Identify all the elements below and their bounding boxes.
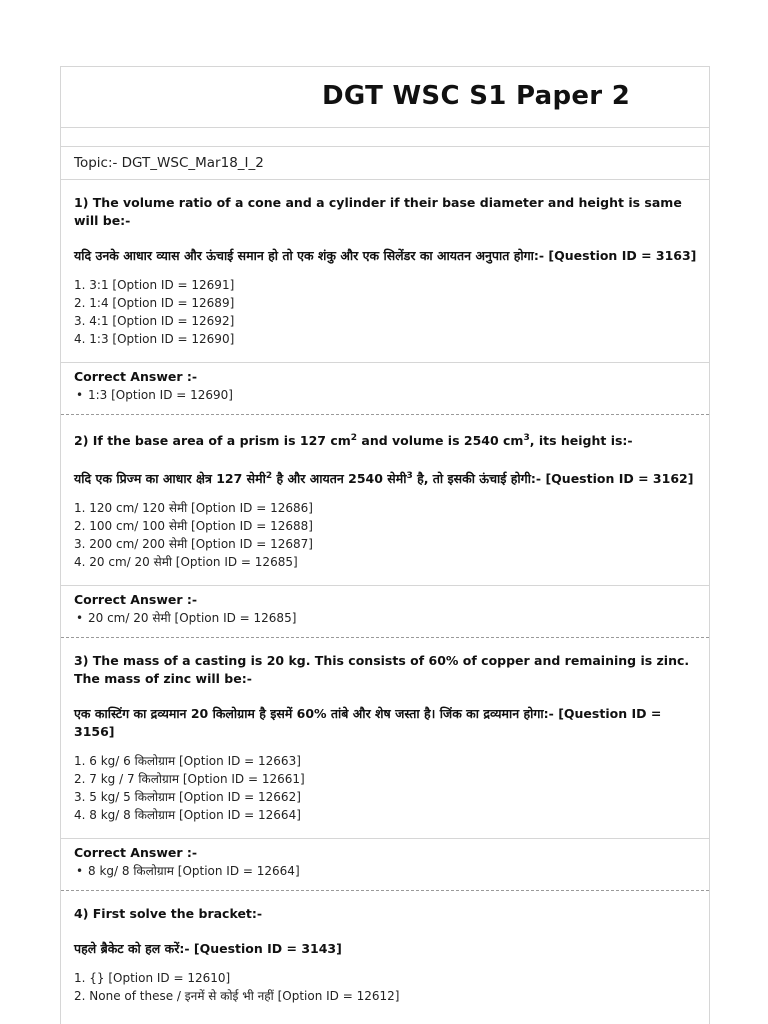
correct-answer-label: Correct Answer :- bbox=[74, 369, 198, 384]
option: 3. 200 cm/ 200 सेमी [Option ID = 12687] bbox=[74, 537, 313, 552]
question-text-hindi: यदि एक प्रिज्म का आधार क्षेत्र 127 सेमी$^2$ है और आयतन 2540 सेमी$^3$ है, तो इसकी ऊंचाई होगी:- [Question ID = 3162] bbox=[74, 471, 694, 487]
question-text: 1) The volume ratio of a cone and a cylinder if their base diameter and height is same will be:- bbox=[74, 195, 682, 228]
question-text-hindi: एक कास्टिंग का द्रव्यमान 20 किलोग्राम है इसमें 60% तांबे और शेष जस्ता है। जिंक का द्रव्यमान होगा:- [Question ID = 3156] bbox=[74, 706, 662, 740]
question-text-hindi: यदि उनके आधार व्यास और ऊंचाई समान हो तो एक शंकु और एक सिलेंडर का आयतन अनुपात होगा:- [Question ID = 3163] bbox=[74, 248, 697, 263]
correct-answer-text: 20 cm/ 20 सेमी [Option ID = 12685] bbox=[88, 611, 297, 626]
option: 4. 1:3 [Option ID = 12690] bbox=[74, 332, 235, 346]
correct-answer: • 8 kg/ 8 किलोग्राम [Option ID = 12664] bbox=[76, 864, 300, 879]
question-2 bbox=[61, 415, 709, 585]
option: 4. 20 cm/ 20 सेमी [Option ID = 12685] bbox=[74, 555, 298, 570]
correct-answer-label: Correct Answer :- bbox=[74, 592, 198, 608]
option: 1. 6 kg/ 6 किलोग्राम [Option ID = 12663] bbox=[74, 754, 301, 769]
title-row bbox=[61, 67, 709, 128]
question-text: 2) If the base area of a prism is 127 $cm^2$ and volume is 2540 $cm^3$, its height is:- bbox=[74, 433, 633, 449]
question-text-hindi: पहले ब्रैकेट को हल करें:- [Question ID = 3143] bbox=[74, 941, 342, 957]
correct-answer: • 1:3 [Option ID = 12690] bbox=[76, 388, 233, 402]
options-list bbox=[74, 752, 697, 838]
option: 1. 3:1 [Option ID = 12691] bbox=[74, 278, 235, 292]
correct-answer-label: Correct Answer :- bbox=[74, 845, 198, 861]
correct-answer-block bbox=[61, 838, 709, 890]
option: 1. 120 cm/ 120 सेमी [Option ID = 12686] bbox=[74, 501, 313, 516]
correct-answer-block bbox=[61, 585, 709, 637]
option: 4. 8 kg/ 8 किलोग्राम [Option ID = 12664] bbox=[74, 808, 301, 823]
correct-answer: • 20 cm/ 20 सेमी [Option ID = 12685] bbox=[76, 611, 297, 626]
options-list bbox=[74, 499, 697, 585]
page-title: DGT WSC S1 Paper 2 bbox=[322, 81, 631, 111]
options-list bbox=[74, 276, 697, 362]
option: 2. 100 cm/ 100 सेमी [Option ID = 12688] bbox=[74, 519, 313, 534]
correct-answer-text: 1:3 [Option ID = 12690] bbox=[88, 388, 233, 402]
option: 1. {} [Option ID = 12610] bbox=[74, 971, 231, 986]
topic-label: Topic:- DGT_WSC_Mar18_I_2 bbox=[61, 147, 709, 180]
correct-answer-text: 8 kg/ 8 किलोग्राम [Option ID = 12664] bbox=[88, 864, 300, 879]
question-3 bbox=[61, 638, 709, 838]
option: 2. 7 kg / 7 किलोग्राम [Option ID = 12661] bbox=[74, 772, 305, 787]
option: 3. 4:1 [Option ID = 12692] bbox=[74, 314, 235, 328]
options-list bbox=[74, 969, 697, 1005]
question-text: 4) First solve the bracket:- bbox=[74, 906, 263, 922]
question-4 bbox=[61, 891, 709, 1005]
question-paper bbox=[60, 66, 710, 1024]
question-text: 3) The mass of a casting is 20 kg. This consists of 60% of copper and remaining is zinc. The mass of zinc will be:- bbox=[74, 653, 690, 687]
correct-answer-block bbox=[61, 362, 709, 414]
option: 2. 1:4 [Option ID = 12689] bbox=[74, 296, 235, 310]
spacer-row bbox=[61, 128, 709, 147]
question-1 bbox=[61, 180, 709, 362]
option: 2. None of these / इनमें से कोई भी नहीं [Option ID = 12612] bbox=[74, 989, 400, 1004]
option: 3. 5 kg/ 5 किलोग्राम [Option ID = 12662] bbox=[74, 790, 301, 805]
